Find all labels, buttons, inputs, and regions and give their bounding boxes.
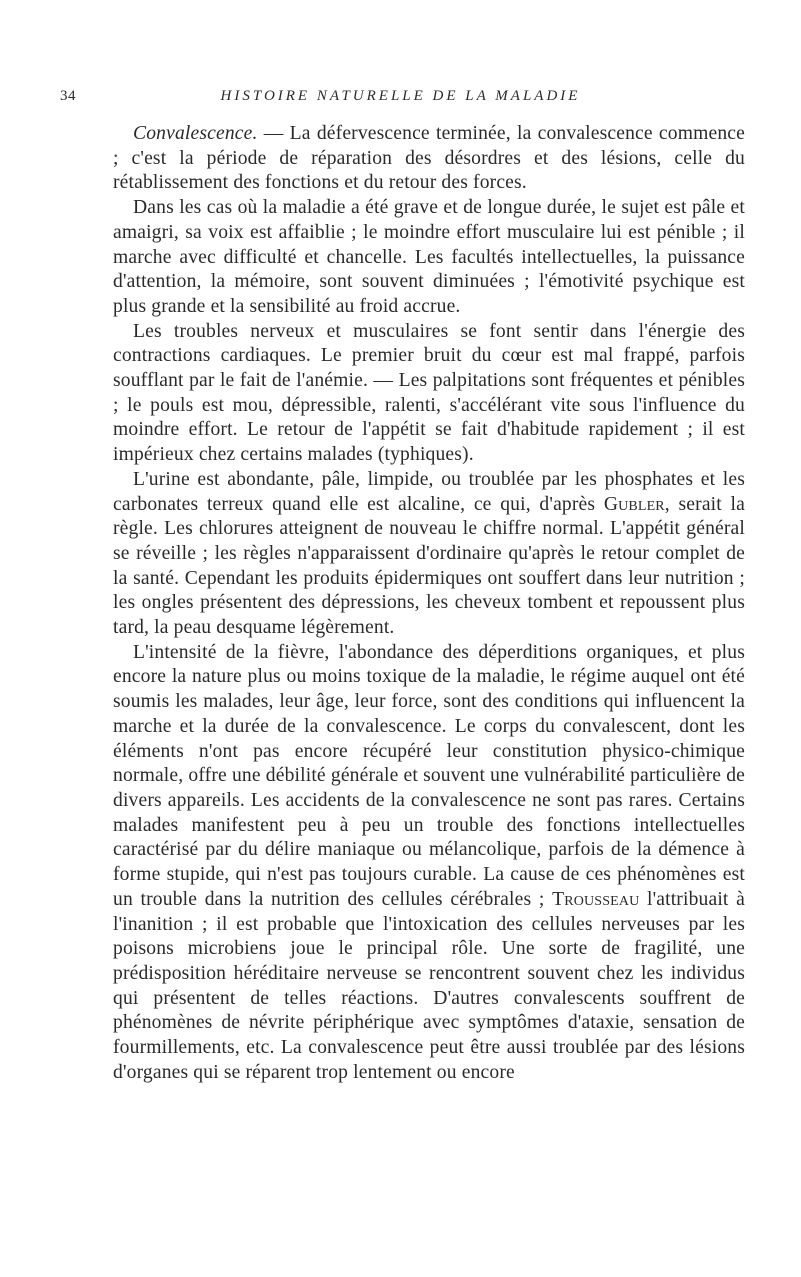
paragraph-text: , serait la règle. Les chlorures atteignent de nouveau le chiffre normal. L'appétit général se réveille ; les règles n'apparaissent d'ordinaire qu'après le retour complet de la santé. Cependant les produits épidermiques ont souffert dans leur nutrition ; les ongles présentent des dépressions, les cheveux tombent et repoussent plus tard, la peau desquame légèrement. xyxy=(113,493,745,639)
page-header xyxy=(60,88,741,112)
author-name: Trousseau xyxy=(552,888,640,910)
paragraph-text: L'urine est abondante, pâle, limpide, ou troublée par les phosphates et les carbonates terreux quand elle est alcaline, ce qui, d'après xyxy=(113,468,745,515)
paragraph-text: Dans les cas où la maladie a été grave et de longue durée, le sujet est pâle et amaigri, sa voix est affaiblie ; le moindre effort musculaire lui est pénible ; il marche avec difficulté et chancelle. Les facultés intellectuelles, la puissance d'attention, la mémoire, sont souvent diminuées ; l'émotivité psychique est plus grande et la sensibilité au froid accrue. xyxy=(113,197,745,317)
paragraph-text: L'intensité de la fièvre, l'abondance des déperditions organiques, et plus encore la nature plus ou moins toxique de la maladie, le régime auquel ont été soumis les malades, leur âge, leur force, sont des conditions qui influencent la marche et la durée de la convalescence. Le corps du convalescent, dont les éléments n'ont pas encore récupéré leur constitution physico-chimique normale, offre une débilité générale et souvent une vulnérabilité particulière de divers appareils. Les accidents de la convalescence ne sont pas rares. Certains malades manifestent peu à peu un trouble des fonctions intellectuelles caractérisé par du délire maniaque ou mélancolique, parfois de la démence à forme stupide, qui n'est pas toujours curable. La cause de ces phénomènes est un trouble dans la nutrition des cellules cérébrales ; xyxy=(113,641,745,910)
paragraph-convalescence xyxy=(113,122,745,196)
author-name: Gubler xyxy=(603,493,665,515)
paragraph-text: l'attribuait à l'inanition ; il est probable que l'intoxication des cellules nerveuses par les poisons microbiens joue le principal rôle. Une sorte de fragilité, une prédisposition héréditaire nerveuse se rencontrent souvent chez les individus qui présentent de telles réactions. D'autres convalescents souffrent de phénomènes de névrite périphérique avec symptômes d'ataxie, sensation de fourmillements, etc. La convalescence peut être aussi troublée par des lésions d'organes qui se réparent trop lentement ou encore xyxy=(113,888,745,1083)
body-text xyxy=(113,122,745,1085)
page-number: 34 xyxy=(60,88,76,104)
paragraph xyxy=(113,320,745,468)
section-lead: Convalescence. xyxy=(133,123,258,144)
paragraph xyxy=(113,641,745,1086)
paragraph-text: Les troubles nerveux et musculaires se font sentir dans l'énergie des contractions cardiaques. Le premier bruit du cœur est mal frappé, parfois soufflant par le fait de l'anémie. — Les palpitations sont fréquentes et pénibles ; le pouls est mou, dépressible, ralenti, s'accélérant vite sous l'influence du moindre effort. Le retour de l'appétit se fait d'habitude rapidement ; il est impérieux chez certains malades (typhiques). xyxy=(113,320,745,466)
paragraph xyxy=(113,196,745,320)
paragraph-text: — La défervescence terminée, la convalescence commence ; c'est la période de réparation des désordres et des lésions, celle du rétablissement des fonctions et du retour des forces. xyxy=(113,123,745,194)
paragraph xyxy=(113,468,745,641)
running-title: HISTOIRE NATURELLE DE LA MALADIE xyxy=(220,88,581,104)
